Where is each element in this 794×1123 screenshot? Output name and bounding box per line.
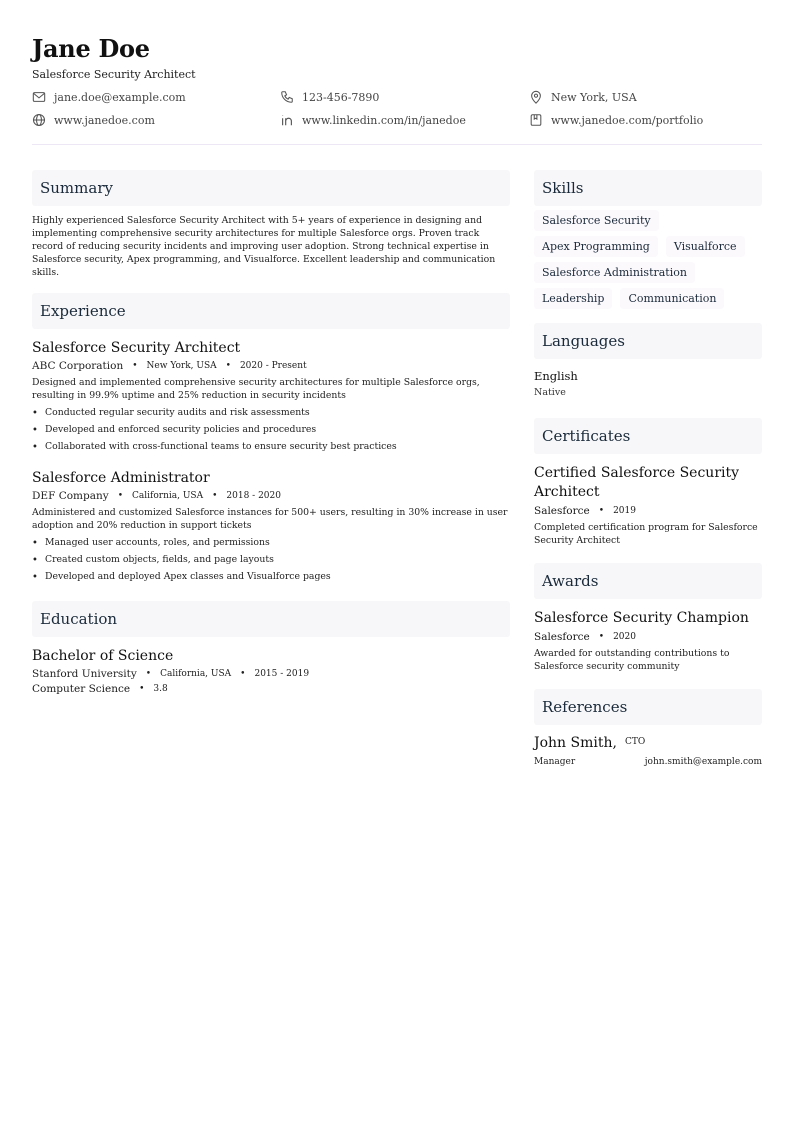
portfolio-icon xyxy=(529,113,543,127)
edu-location: California, USA xyxy=(160,669,232,679)
education-heading: Education xyxy=(32,601,510,637)
job-bullets xyxy=(32,406,510,453)
reference-email[interactable]: john.smith@example.com xyxy=(644,757,762,767)
edu-school: Stanford University xyxy=(32,668,137,680)
job-dates: 2020 - Present xyxy=(239,361,307,371)
separator-dot: • xyxy=(240,669,246,679)
skills-list xyxy=(534,210,762,309)
separator-dot: • xyxy=(225,361,231,371)
edu-field-line xyxy=(32,683,510,695)
certificate-meta xyxy=(534,505,762,517)
separator-dot: • xyxy=(132,361,138,371)
skill-chip: Communication xyxy=(620,288,724,309)
skill-chip: Leadership xyxy=(534,288,612,309)
linkedin-text: www.linkedin.com/in/janedoe xyxy=(302,113,466,127)
candidate-name: Jane Doe xyxy=(32,34,150,63)
website-text: www.janedoe.com xyxy=(54,113,155,127)
certificate-issuer: Salesforce xyxy=(534,505,590,517)
separator-dot: • xyxy=(145,669,152,679)
certificate-item xyxy=(534,464,762,547)
contact-linkedin[interactable] xyxy=(280,113,466,127)
list-item: • Managed user accounts, roles, and permissions xyxy=(32,536,510,549)
mail-icon xyxy=(32,90,46,104)
contact-email[interactable] xyxy=(32,90,186,104)
phone-icon xyxy=(280,90,294,104)
list-item: • Collaborated with cross-functional teams to ensure security best practices xyxy=(32,440,510,453)
separator-dot: • xyxy=(117,491,124,501)
job-title: Salesforce Security Architect xyxy=(32,340,241,356)
language-item xyxy=(534,369,762,398)
job-location: New York, USA xyxy=(146,361,217,371)
awards-heading: Awards xyxy=(534,563,762,599)
location-pin-icon xyxy=(529,90,543,104)
email-text: jane.doe@example.com xyxy=(54,90,186,104)
contact-location xyxy=(529,90,637,104)
left-column xyxy=(32,170,510,695)
job-bullets xyxy=(32,536,510,583)
award-issuer: Salesforce xyxy=(534,631,590,643)
experience-item xyxy=(32,469,510,583)
linkedin-icon xyxy=(280,113,294,127)
award-description: Awarded for outstanding contributions to Salesforce security community xyxy=(534,648,730,672)
award-meta xyxy=(534,631,762,643)
skill-chip: Salesforce Security xyxy=(534,210,659,231)
list-item: • Developed and enforced security policies and procedures xyxy=(32,423,510,436)
experience-item xyxy=(32,339,510,453)
globe-icon xyxy=(32,113,46,127)
languages-heading: Languages xyxy=(534,323,762,359)
reference-role: CTO xyxy=(624,737,646,747)
contact-phone[interactable] xyxy=(280,90,379,104)
skill-chip: Apex Programming xyxy=(534,236,658,257)
award-item xyxy=(534,609,762,673)
separator-dot: • xyxy=(139,684,145,694)
list-item: • Created custom objects, fields, and page layouts xyxy=(32,553,510,566)
certificate-year: 2019 xyxy=(613,506,636,516)
list-item: • Developed and deployed Apex classes and Visualforce pages xyxy=(32,570,510,583)
education-item xyxy=(32,647,510,695)
experience-heading: Experience xyxy=(32,293,510,329)
portfolio-text: www.janedoe.com/portfolio xyxy=(551,113,704,127)
reference-name: John Smith, xyxy=(534,735,617,751)
certificate-title: Certified Salesforce Security Architect xyxy=(534,465,740,500)
edu-meta xyxy=(32,668,510,680)
edu-field: Computer Science xyxy=(32,683,131,695)
job-dates: 2018 - 2020 xyxy=(226,491,281,501)
language-level: Native xyxy=(534,387,566,398)
award-title: Salesforce Security Champion xyxy=(534,610,749,626)
edu-gpa: 3.8 xyxy=(153,684,168,694)
job-location: California, USA xyxy=(132,491,204,501)
edu-degree: Bachelor of Science xyxy=(32,648,174,664)
edu-dates: 2015 - 2019 xyxy=(254,669,310,679)
contact-portfolio[interactable] xyxy=(529,113,703,127)
candidate-title: Salesforce Security Architect xyxy=(32,68,196,81)
phone-text: 123-456-7890 xyxy=(302,90,380,104)
certificates-heading: Certificates xyxy=(534,418,762,454)
right-column xyxy=(534,170,762,767)
certificate-description: Completed certification program for Salesforce Security Architect xyxy=(534,522,758,546)
contact-website[interactable] xyxy=(32,113,155,127)
location-text: New York, USA xyxy=(551,90,637,104)
summary-text: Highly experienced Salesforce Security Architect with 5+ years of experience in designing and implementing comprehensive security architectures for multiple Salesforce orgs. Proven track record of reducing security incidents and improving user adoption. Strong technical expertise in Salesforce security, Apex programming, and Visualforce. Excellent leadership and communication skills. xyxy=(32,215,496,278)
job-company: ABC Corporation xyxy=(32,360,124,372)
separator-dot: • xyxy=(598,506,605,516)
job-meta xyxy=(32,360,510,372)
skill-chip: Visualforce xyxy=(666,236,745,257)
header-divider xyxy=(32,144,762,145)
reference-item xyxy=(534,735,762,767)
language-name: English xyxy=(534,369,578,383)
reference-relation: Manager xyxy=(534,757,576,767)
skill-chip: Salesforce Administration xyxy=(534,262,695,283)
skills-heading: Skills xyxy=(534,170,762,206)
job-description: Administered and customized Salesforce instances for 500+ users, resulting in 30% increase in user adoption and 20% reduction in support tickets xyxy=(32,507,508,531)
job-description: Designed and implemented comprehensive security architectures for multiple Salesforce orgs, resulting in 99.9% uptime and 25% reduction in security incidents xyxy=(32,377,480,401)
summary-heading: Summary xyxy=(32,170,510,206)
job-company: DEF Company xyxy=(32,490,109,502)
job-title: Salesforce Administrator xyxy=(32,470,210,486)
references-heading: References xyxy=(534,689,762,725)
list-item: • Conducted regular security audits and risk assessments xyxy=(32,406,510,419)
job-meta xyxy=(32,490,510,502)
award-year: 2020 xyxy=(613,632,636,642)
separator-dot: • xyxy=(598,632,605,642)
separator-dot: • xyxy=(212,491,218,501)
